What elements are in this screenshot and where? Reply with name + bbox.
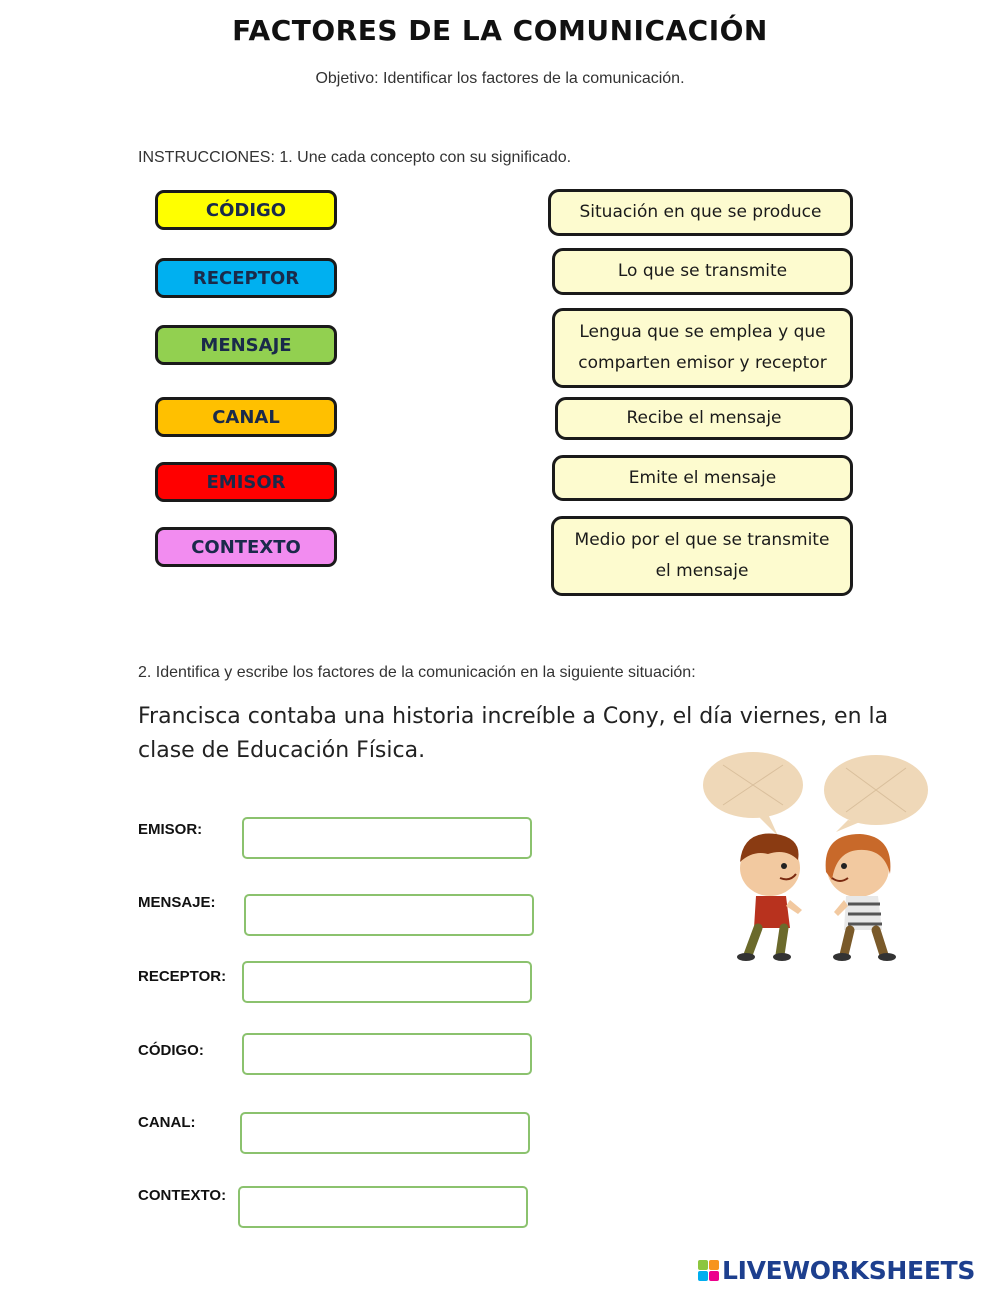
- concept-contexto[interactable]: CONTEXTO: [155, 527, 337, 567]
- definition-text: Emite el mensaje: [628, 467, 777, 488]
- concept-emisor[interactable]: EMISOR: [155, 462, 337, 502]
- concept-mensaje[interactable]: MENSAJE: [155, 325, 337, 365]
- definition-card[interactable]: [548, 189, 853, 236]
- definition-card[interactable]: [552, 248, 853, 295]
- objective-text: Objetivo: Identificar los factores de la comunicación.: [315, 70, 685, 87]
- boy-character-icon: [737, 834, 802, 961]
- codigo-input[interactable]: [242, 1033, 532, 1075]
- logo-text: LIVEWORKSHEETS: [722, 1256, 976, 1285]
- definition-text: Recibe el mensaje: [626, 408, 782, 428]
- receptor-input[interactable]: [242, 961, 532, 1003]
- situation-text: Francisca contaba una historia increíble a Cony, el día viernes, en la clase de Educación Física.: [138, 704, 889, 763]
- question-2-text: 2. Identifica y escribe los factores de la comunicación en la siguiente situación:: [138, 664, 696, 681]
- mensaje-input[interactable]: [244, 894, 534, 936]
- concept-canal[interactable]: CANAL: [155, 397, 337, 437]
- receptor-label: RECEPTOR:: [138, 968, 227, 985]
- codigo-label: CÓDIGO:: [138, 1042, 204, 1059]
- liveworksheets-logo-icon: [698, 1260, 719, 1281]
- kids-talking-illustration: [698, 750, 938, 965]
- definition-card[interactable]: [555, 397, 853, 440]
- emisor-label: EMISOR:: [138, 821, 203, 838]
- instructions-text: INSTRUCCIONES: 1. Une cada concepto con su significado.: [138, 149, 572, 166]
- girl-character-icon: [826, 834, 896, 961]
- concept-codigo[interactable]: CÓDIGO: [155, 190, 337, 230]
- canal-label: CANAL:: [138, 1114, 196, 1131]
- emisor-input[interactable]: [242, 817, 532, 859]
- definition-text: Lo que se transmite: [617, 261, 788, 281]
- canal-input[interactable]: [240, 1112, 530, 1154]
- concept-receptor[interactable]: RECEPTOR: [155, 258, 337, 298]
- mensaje-label: MENSAJE:: [138, 894, 216, 911]
- definition-text: Lengua que se emplea y que comparten emisor y receptor: [578, 322, 827, 373]
- contexto-label: CONTEXTO:: [138, 1187, 227, 1204]
- speech-bubble-left-icon: [703, 752, 803, 836]
- contexto-input[interactable]: [238, 1186, 528, 1228]
- definition-text: Situación en que se produce: [579, 202, 822, 222]
- definition-card[interactable]: [551, 516, 853, 596]
- definition-card[interactable]: [552, 455, 853, 501]
- liveworksheets-logo[interactable]: [698, 1256, 975, 1285]
- page-title: FACTORES DE LA COMUNICACIÓN: [232, 14, 768, 47]
- definition-text: Medio por el que se transmite el mensaje: [574, 530, 830, 581]
- definition-card[interactable]: [552, 308, 853, 388]
- speech-bubble-right-icon: [824, 755, 928, 832]
